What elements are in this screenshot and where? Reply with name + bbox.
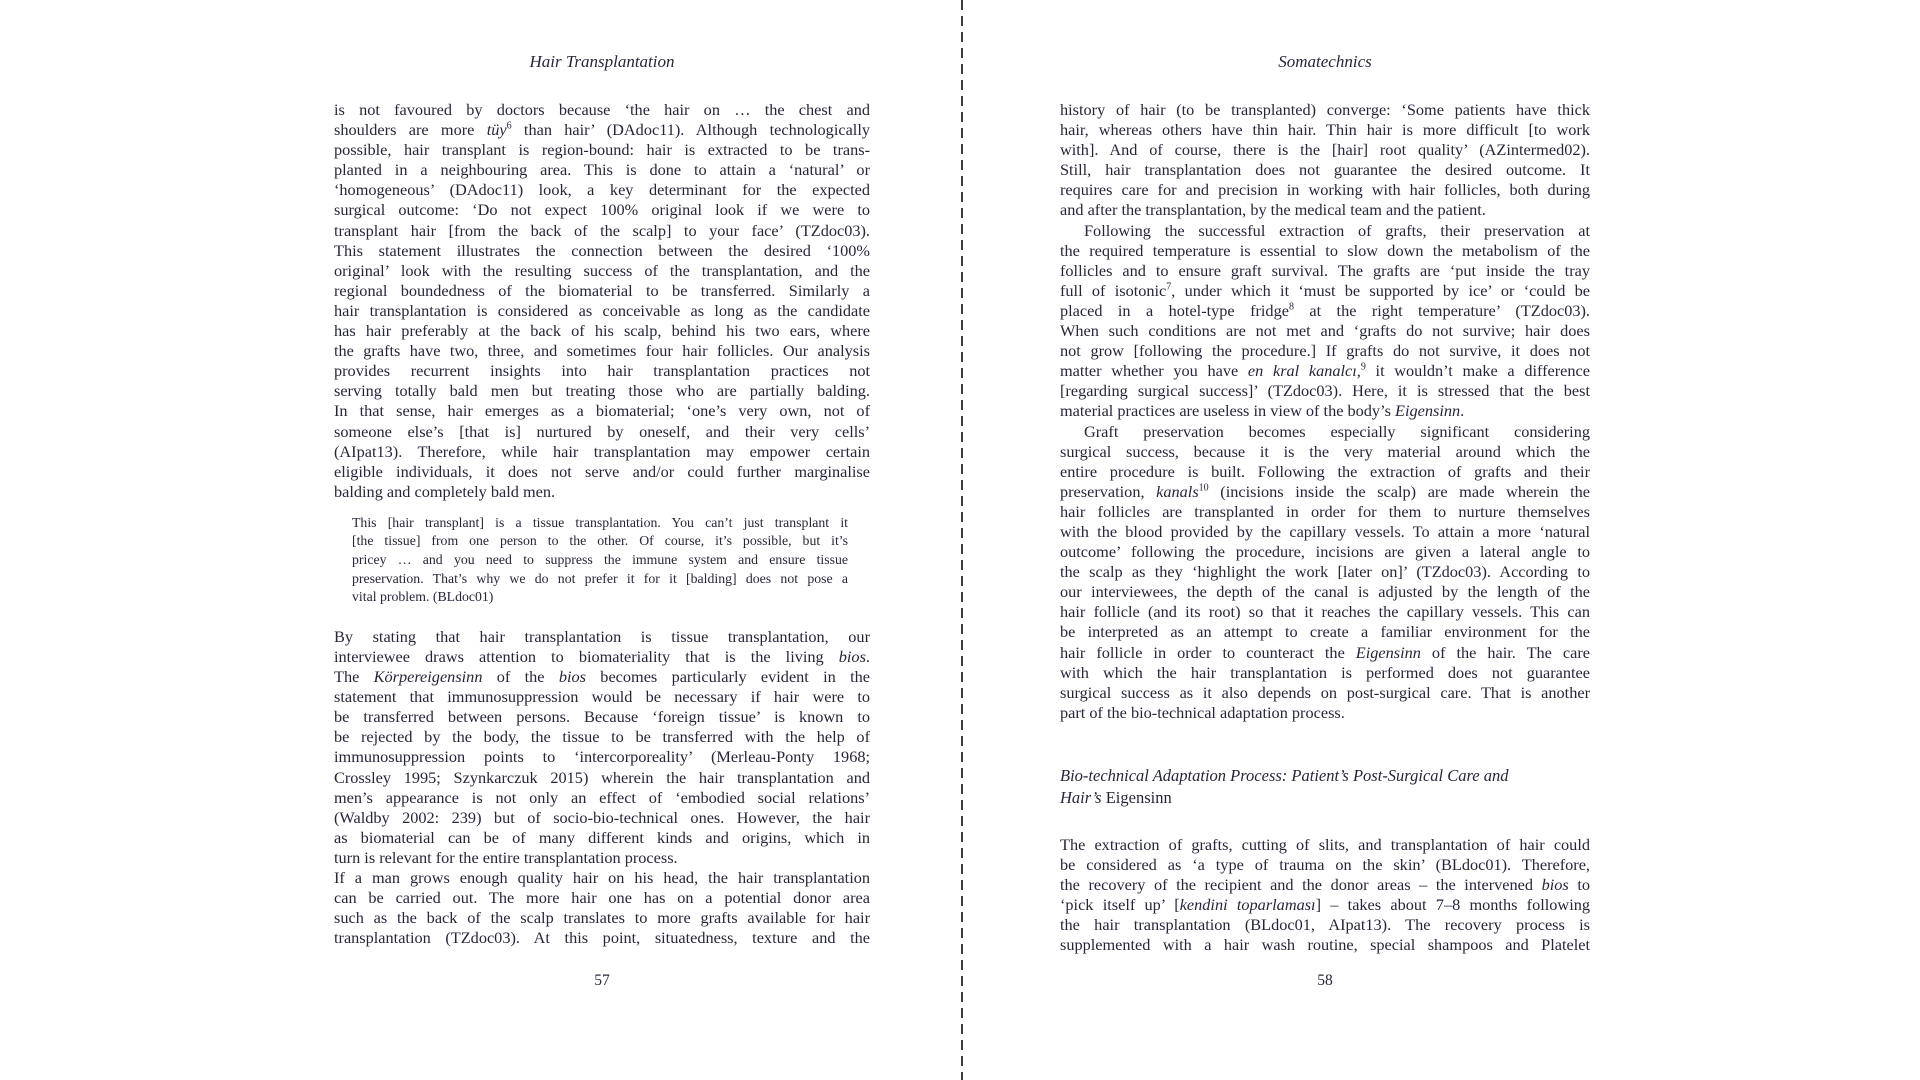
text-segment: By stating that hair transplantation is tissue transplantation, our <box>334 626 870 646</box>
page-gutter-dashed-line <box>961 0 963 1080</box>
text-segment: hair, whereas others have thin hair. Thin hair is more difficult [to work <box>1060 120 1590 140</box>
text-segment: pricey … and you need to suppress the immune system and ensure tissue <box>352 552 848 568</box>
text-segment: hair follicles are transplanted in order for them to nurture themselves <box>1060 501 1590 521</box>
text-line <box>334 422 870 442</box>
running-head-right: Somatechnics <box>1278 52 1372 71</box>
book-page-right <box>1060 0 1590 1080</box>
text-line <box>334 361 870 381</box>
text-line <box>334 848 870 868</box>
text-segment: ‘pick itself up’ [ <box>1060 895 1180 915</box>
text-line <box>1060 875 1590 895</box>
text-line <box>334 687 870 707</box>
text-line <box>334 221 870 241</box>
text-line <box>352 588 848 607</box>
text-segment: material practices are useless in view of the body’s <box>1060 401 1396 421</box>
text-segment: part of the bio-technical adaptation process. <box>1060 702 1345 722</box>
paragraph <box>1060 221 1590 422</box>
text-segment: with which the hair transplantation is performed does not guarantee <box>1060 662 1590 682</box>
text-segment: [the tissue] from one person to the other. Of course, it’s possible, but it’s <box>352 533 848 549</box>
text-line <box>1060 120 1590 140</box>
text-segment: preservation. That’s why we do not prefer it for it [balding] does not pose a <box>352 570 848 586</box>
text-line <box>352 570 848 589</box>
text-segment: can be carried out. The more hair one has on a potential donor area <box>334 888 870 908</box>
paragraph <box>334 627 870 868</box>
text-segment: Following the successful extraction of grafts, their preservation at <box>1084 220 1590 240</box>
text-line <box>1060 663 1590 683</box>
text-segment: the hair transplantation (BLdoc01, AIpat13). The recovery process is <box>1060 915 1590 935</box>
text-line <box>334 828 870 848</box>
footnote-marker: 8 <box>1288 301 1294 313</box>
footnote-marker: 10 <box>1198 482 1209 494</box>
text-segment: The <box>334 667 374 687</box>
text-segment: surgical success, because it is the very material around which the <box>1060 441 1590 461</box>
text-segment: vital problem. (BLdoc01) <box>352 589 494 605</box>
text-segment: Crossley 1995; Szynkarczuk 2015) wherein the hair transplantation and <box>334 767 870 787</box>
text-segment: en kral kanalcı, <box>1247 361 1361 381</box>
text-line <box>334 707 870 727</box>
text-line <box>1060 401 1590 421</box>
text-line <box>352 514 848 533</box>
text-segment: Körpereigensinn <box>373 667 483 687</box>
text-line <box>334 321 870 341</box>
text-line <box>1060 160 1590 180</box>
text-line <box>334 120 870 140</box>
text-segment: someone else’s [that is] nurtured by oneself, and their very cells’ <box>334 421 870 441</box>
text-segment: Graft preservation becomes especially significant considering <box>1084 421 1590 441</box>
text-segment: the scalp as they ‘highlight the work [later on]’ (TZdoc03). According to <box>1060 562 1590 582</box>
text-segment: If a man grows enough quality hair on his head, the hair transplantation <box>334 867 870 887</box>
text-segment: original’ look with the resulting success of the transplantation, and the <box>334 260 870 280</box>
text-segment: be rejected by the body, the tissue to be transferred with the help of <box>334 727 870 747</box>
text-line <box>334 667 870 687</box>
text-segment: Bio-technical Adaptation Process: Patient’s Post-Surgical Care and <box>1060 765 1509 785</box>
text-segment: at the right temperature’ (TZdoc03). <box>1293 300 1590 320</box>
text-segment: When such conditions are not met and ‘grafts do not survive; hair does <box>1060 321 1590 341</box>
page-number-left: 57 <box>594 972 610 989</box>
text-segment: . <box>865 646 870 666</box>
text-line <box>334 442 870 462</box>
footnote-marker: 9 <box>1360 361 1366 373</box>
text-line <box>1060 422 1590 442</box>
text-line <box>334 140 870 160</box>
paragraph <box>1060 422 1590 723</box>
text-line <box>1060 100 1590 120</box>
text-line <box>1060 200 1590 220</box>
text-line <box>1060 562 1590 582</box>
text-line <box>334 747 870 767</box>
text-line <box>334 928 870 948</box>
text-segment: of the <box>482 667 559 687</box>
text-segment: Hair’s <box>1060 787 1106 807</box>
text-line <box>334 341 870 361</box>
text-line <box>1060 482 1590 502</box>
text-segment: bios <box>558 667 586 687</box>
text-line <box>334 241 870 261</box>
text-line <box>1060 381 1590 401</box>
text-segment: provides recurrent insights into hair transplantation practices not <box>334 361 870 381</box>
text-line <box>334 627 870 647</box>
text-segment: (Waldby 2002: 239) but of socio-bio-technical ones. However, the hair <box>334 807 870 827</box>
text-line <box>334 727 870 747</box>
text-line <box>1060 281 1590 301</box>
text-line <box>1060 542 1590 562</box>
text-segment: Still, hair transplantation does not guarantee the desired outcome. It <box>1060 160 1590 180</box>
text-segment: interviewee draws attention to biomateriality that is the living <box>334 646 839 666</box>
text-line <box>1060 180 1590 200</box>
text-line <box>334 100 870 120</box>
text-segment: hair follicle in order to counteract the <box>1060 642 1356 662</box>
text-segment: The extraction of grafts, cutting of slits, and transplantation of hair could <box>1060 834 1590 854</box>
text-line <box>1060 301 1590 321</box>
paragraph <box>1060 100 1590 221</box>
text-line <box>334 482 870 502</box>
text-segment: preservation, <box>1060 481 1157 501</box>
text-line <box>352 551 848 570</box>
paragraph <box>334 868 870 948</box>
footnote-marker: 6 <box>506 120 512 132</box>
text-segment: possible, hair transplant is region-bound: hair is extracted to be trans- <box>334 140 870 160</box>
text-line <box>334 401 870 421</box>
text-segment: with the blood provided by the capillary vessels. To attain a more ‘natural <box>1060 521 1590 541</box>
paragraph <box>334 100 870 502</box>
text-line <box>1060 915 1590 935</box>
text-segment: Eigensinn <box>1105 787 1172 807</box>
text-segment: planted in a neighbouring area. This is done to attain a ‘natural’ or <box>334 160 870 180</box>
text-segment: tüy <box>486 120 507 140</box>
page-number-right: 58 <box>1317 972 1333 989</box>
text-segment: surgical success as it also depends on post-surgical care. That is another <box>1060 682 1590 702</box>
text-line <box>334 180 870 200</box>
text-segment: ] – takes about 7–8 months following <box>1315 895 1590 915</box>
text-line <box>1060 221 1590 241</box>
text-segment: transplantation (TZdoc03). At this point, situatedness, texture and the <box>334 928 870 948</box>
page-text-left <box>334 100 870 948</box>
text-segment: statement that immunosuppression would be necessary if hair were to <box>334 687 870 707</box>
text-segment: This [hair transplant] is a tissue transplantation. You can’t just transplant it <box>352 514 848 530</box>
text-segment: supplemented with a hair wash routine, special shampoos and Platelet <box>1060 935 1590 955</box>
text-line <box>1060 787 1590 809</box>
text-segment: bios <box>838 646 866 666</box>
text-segment: be interpreted as an attempt to create a familiar environment for the <box>1060 622 1590 642</box>
page-text-right <box>1060 100 1590 955</box>
text-segment: turn is relevant for the entire transplantation process. <box>334 847 678 867</box>
text-segment: the required temperature is essential to slow down the metabolism of the <box>1060 240 1590 260</box>
text-segment: history of hair (to be transplanted) converge: ‘Some patients have thick <box>1060 100 1590 119</box>
text-segment: placed in a hotel-type fridge <box>1060 300 1289 320</box>
text-segment: serving totally bald men but treating those who are partially balding. <box>334 381 870 401</box>
text-line <box>1060 361 1590 381</box>
text-line <box>334 301 870 321</box>
footnote-marker: 7 <box>1166 281 1172 293</box>
text-segment: transplant hair [from the back of the scalp] to your face’ (TZdoc03). <box>334 220 870 240</box>
text-line <box>334 647 870 667</box>
text-line <box>334 261 870 281</box>
text-segment: entire procedure is built. Following the extraction of grafts and their <box>1060 461 1590 481</box>
text-line <box>334 281 870 301</box>
text-line <box>1060 895 1590 915</box>
section-heading <box>1060 765 1590 809</box>
text-line <box>1060 261 1590 281</box>
text-line <box>334 381 870 401</box>
text-segment: Eigensinn <box>1355 642 1421 662</box>
text-segment: immunosuppression points to ‘intercorporeality’ (Merleau-Ponty 1968; <box>334 747 870 767</box>
text-line <box>334 868 870 888</box>
text-line <box>334 908 870 928</box>
text-segment: and after the transplantation, by the medical team and the patient. <box>1060 200 1486 220</box>
text-segment: as biomaterial can be of many different kinds and origins, which in <box>334 827 870 847</box>
text-line <box>1060 241 1590 261</box>
text-segment: kendini toparlaması <box>1179 895 1316 915</box>
text-segment: , under which it ‘must be supported by ice’ or ‘could be <box>1171 280 1590 300</box>
text-line <box>1060 140 1590 160</box>
text-line <box>334 768 870 788</box>
text-segment: has hair preferably at the back of his scalp, behind his two ears, where <box>334 321 870 341</box>
text-segment: not grow [following the procedure.] If grafts do not survive, it does not <box>1060 341 1590 361</box>
text-line <box>334 160 870 180</box>
text-segment: it wouldn’t make a difference <box>1365 361 1590 381</box>
text-line <box>334 788 870 808</box>
text-line <box>334 200 870 220</box>
text-segment: In that sense, hair emerges as a biomaterial; ‘one’s very own, not of <box>334 401 870 421</box>
text-segment: to <box>1568 875 1590 895</box>
text-segment: follicles and to ensure graft survival. The grafts are ‘put inside the tray <box>1060 260 1590 280</box>
text-segment: Eigensinn <box>1395 401 1461 421</box>
text-line <box>1060 582 1590 602</box>
text-segment: the grafts have two, three, and sometimes four hair follicles. Our analysis <box>334 341 870 361</box>
text-line <box>1060 935 1590 955</box>
text-line <box>352 532 848 551</box>
text-segment: ‘homogeneous’ (DAdoc11) look, a key determinant for the expected <box>334 180 870 200</box>
text-line <box>1060 855 1590 875</box>
text-segment: . <box>1460 401 1465 421</box>
text-line <box>1060 683 1590 703</box>
text-segment: be transferred between persons. Because ‘foreign tissue’ is known to <box>334 707 870 727</box>
text-segment: [regarding surgical success]’ (TZdoc03). Here, it is stressed that the best <box>1060 381 1590 401</box>
text-segment: requires care for and precision in working with hair follicles, both during <box>1060 180 1590 200</box>
text-segment: bios <box>1541 875 1569 895</box>
text-segment: kanals <box>1156 481 1199 501</box>
text-line <box>334 462 870 482</box>
text-segment: the recovery of the recipient and the donor areas – the intervened <box>1060 875 1542 895</box>
text-segment: matter whether you have <box>1060 361 1248 381</box>
text-segment: (AIpat13). Therefore, while hair transplantation may empower certain <box>334 441 870 461</box>
text-segment: full of isotonic <box>1060 280 1167 300</box>
paragraph <box>1060 835 1590 956</box>
text-segment: outcome’ following the procedure, incisions are given a lateral angle to <box>1060 542 1590 562</box>
text-line <box>1060 835 1590 855</box>
block-quote <box>352 514 848 607</box>
text-line <box>1060 703 1590 723</box>
text-segment: is not favoured by doctors because ‘the hair on … the chest and <box>334 100 870 119</box>
text-segment: be considered as ‘a type of trauma on the skin’ (BLdoc01). Therefore, <box>1060 855 1590 874</box>
text-line <box>1060 321 1590 341</box>
text-segment: (incisions inside the scalp) are made wherein the <box>1208 481 1590 501</box>
text-segment: men’s appearance is not only an effect of ‘embodied social relations’ <box>334 787 870 807</box>
text-line <box>1060 341 1590 361</box>
text-segment: of the hair. The care <box>1420 642 1590 662</box>
text-segment: becomes particularly evident in the <box>586 667 870 687</box>
text-line <box>1060 622 1590 642</box>
text-segment: balding and completely bald men. <box>334 481 556 501</box>
text-segment: This statement illustrates the connection between the desired ‘100% <box>334 240 870 260</box>
text-segment: such as the back of the scalp translates to more grafts available for hair <box>334 908 870 928</box>
text-line <box>334 808 870 828</box>
text-line <box>1060 765 1590 787</box>
text-segment: than hair’ (DAdoc11). Although technologically <box>511 120 870 140</box>
text-segment: our interviewees, the depth of the canal is adjusted by the length of the <box>1060 582 1590 602</box>
text-segment: regional boundedness of the biomaterial to be transferred. Similarly a <box>334 280 870 300</box>
text-line <box>334 888 870 908</box>
text-line <box>1060 442 1590 462</box>
text-segment: surgical outcome: ‘Do not expect 100% original look if we were to <box>334 200 870 220</box>
text-line <box>1060 522 1590 542</box>
book-page-left <box>334 0 870 1080</box>
text-line <box>1060 502 1590 522</box>
text-line <box>1060 643 1590 663</box>
running-head-left: Hair Transplantation <box>529 52 675 71</box>
text-segment: hair transplantation is considered as conceivable as long as the candidate <box>334 300 870 320</box>
text-line <box>1060 602 1590 622</box>
text-segment: eligible individuals, it does not serve and/or could further marginalise <box>334 461 870 481</box>
text-segment: hair follicle (and its root) so that it reaches the capillary vessels. This can <box>1060 602 1590 622</box>
text-line <box>1060 462 1590 482</box>
text-segment: shoulders are more <box>334 120 487 140</box>
text-segment: with]. And of course, there is the [hair] root quality’ (AZintermed02). <box>1060 140 1590 160</box>
